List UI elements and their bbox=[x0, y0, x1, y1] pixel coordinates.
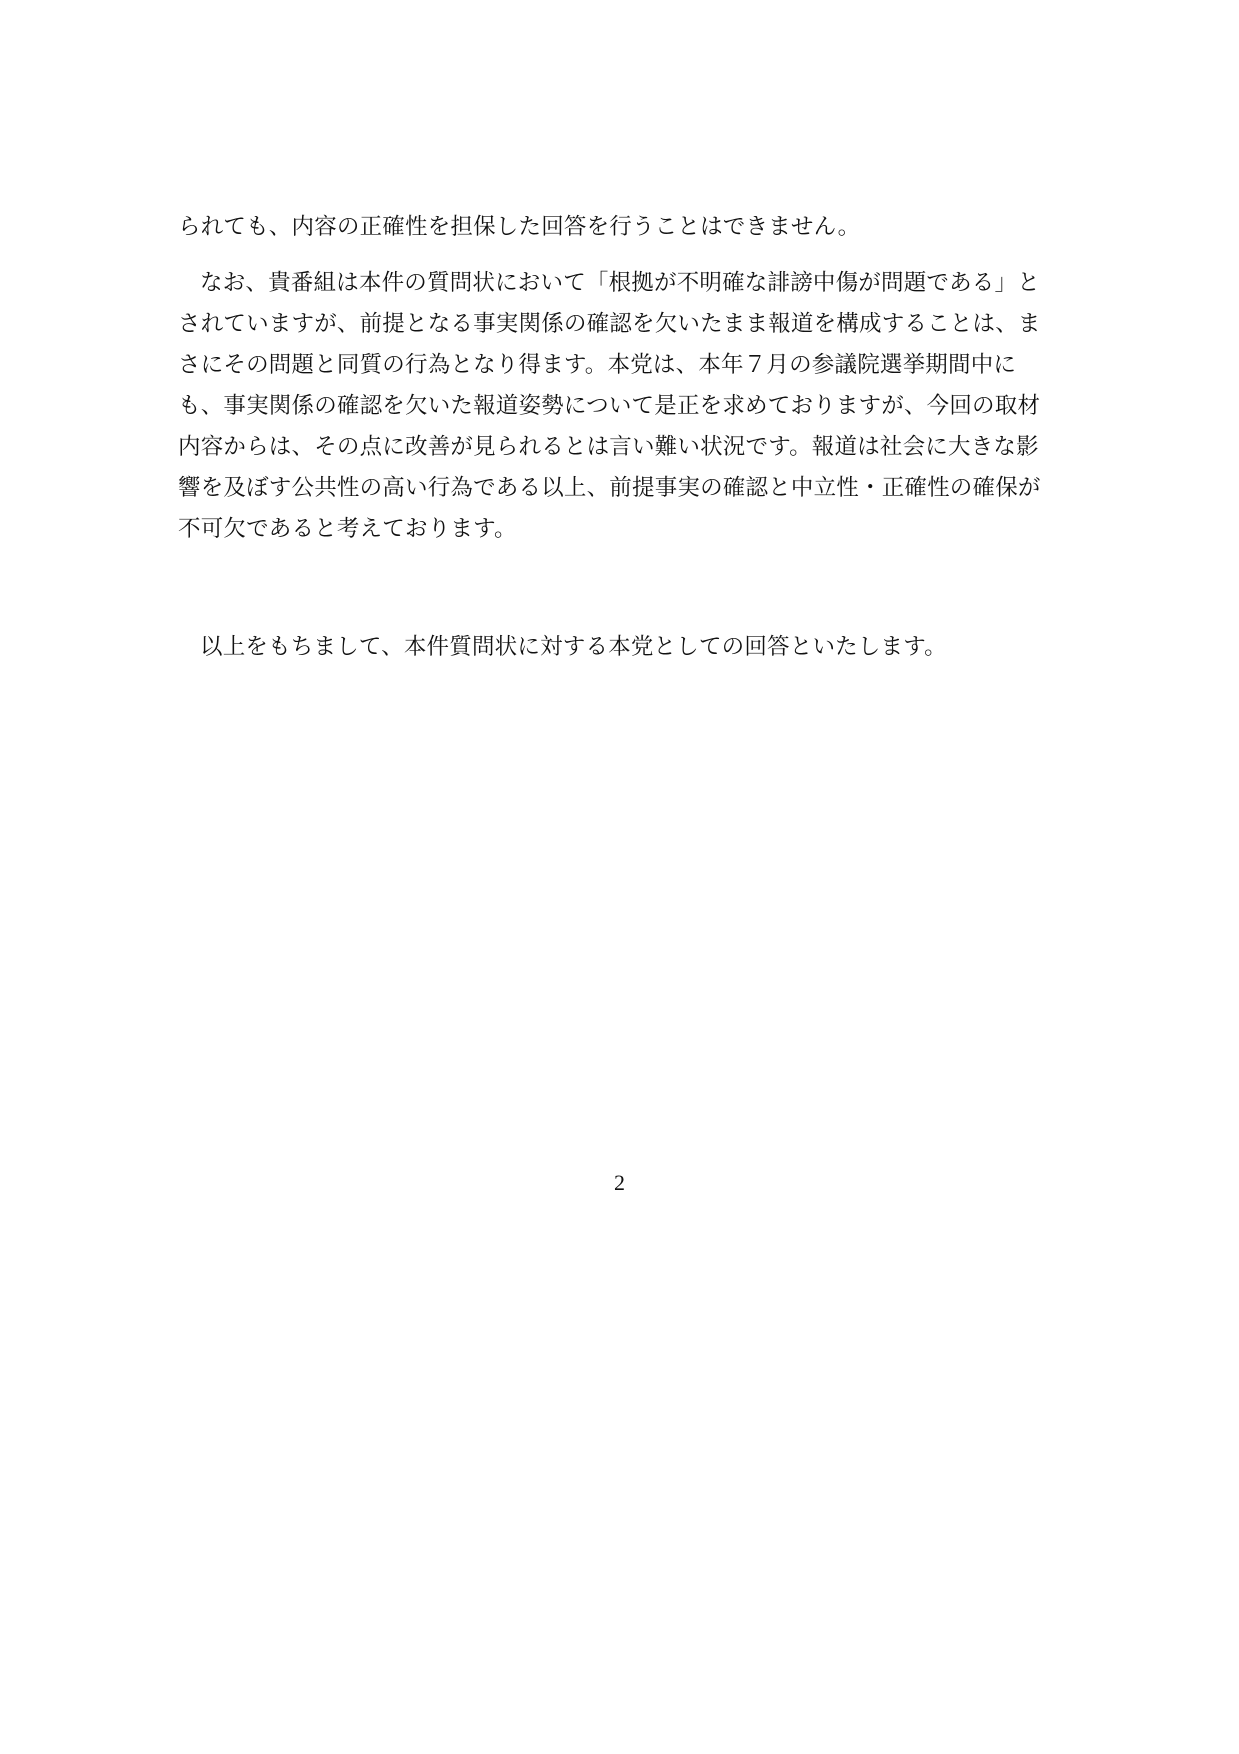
paragraph-line: なお、貴番組は本件の質問状において「根拠が不明確な誹謗中傷が問題である」と bbox=[200, 270, 1040, 296]
paragraph-line: 不可欠であると考えております。 bbox=[178, 516, 517, 542]
page-number: 2 bbox=[614, 1170, 625, 1195]
paragraph-line: も、事実関係の確認を欠いた報道姿勢について是正を求めておりますが、今回の取材 bbox=[178, 393, 1041, 419]
paragraph-line: 以上をもちまして、本件質問状に対する本党としての回答といたします。 bbox=[200, 634, 947, 660]
paragraph-line: されていますが、前提となる事実関係の確認を欠いたまま報道を構成することは、ま bbox=[178, 311, 1041, 337]
paragraph-line: られても、内容の正確性を担保した回答を行うことはできません。 bbox=[178, 214, 861, 240]
paragraph-line: 内容からは、その点に改善が見られるとは言い難い状況です。報道は社会に大きな影 bbox=[178, 434, 1039, 460]
paragraph-line: 響を及ぼす公共性の高い行為である以上、前提事実の確認と中立性・正確性の確保が bbox=[178, 475, 1041, 501]
paragraph-line: さにその問題と同質の行為となり得ます。本党は、本年７月の参議院選挙期間中に bbox=[178, 352, 1017, 378]
